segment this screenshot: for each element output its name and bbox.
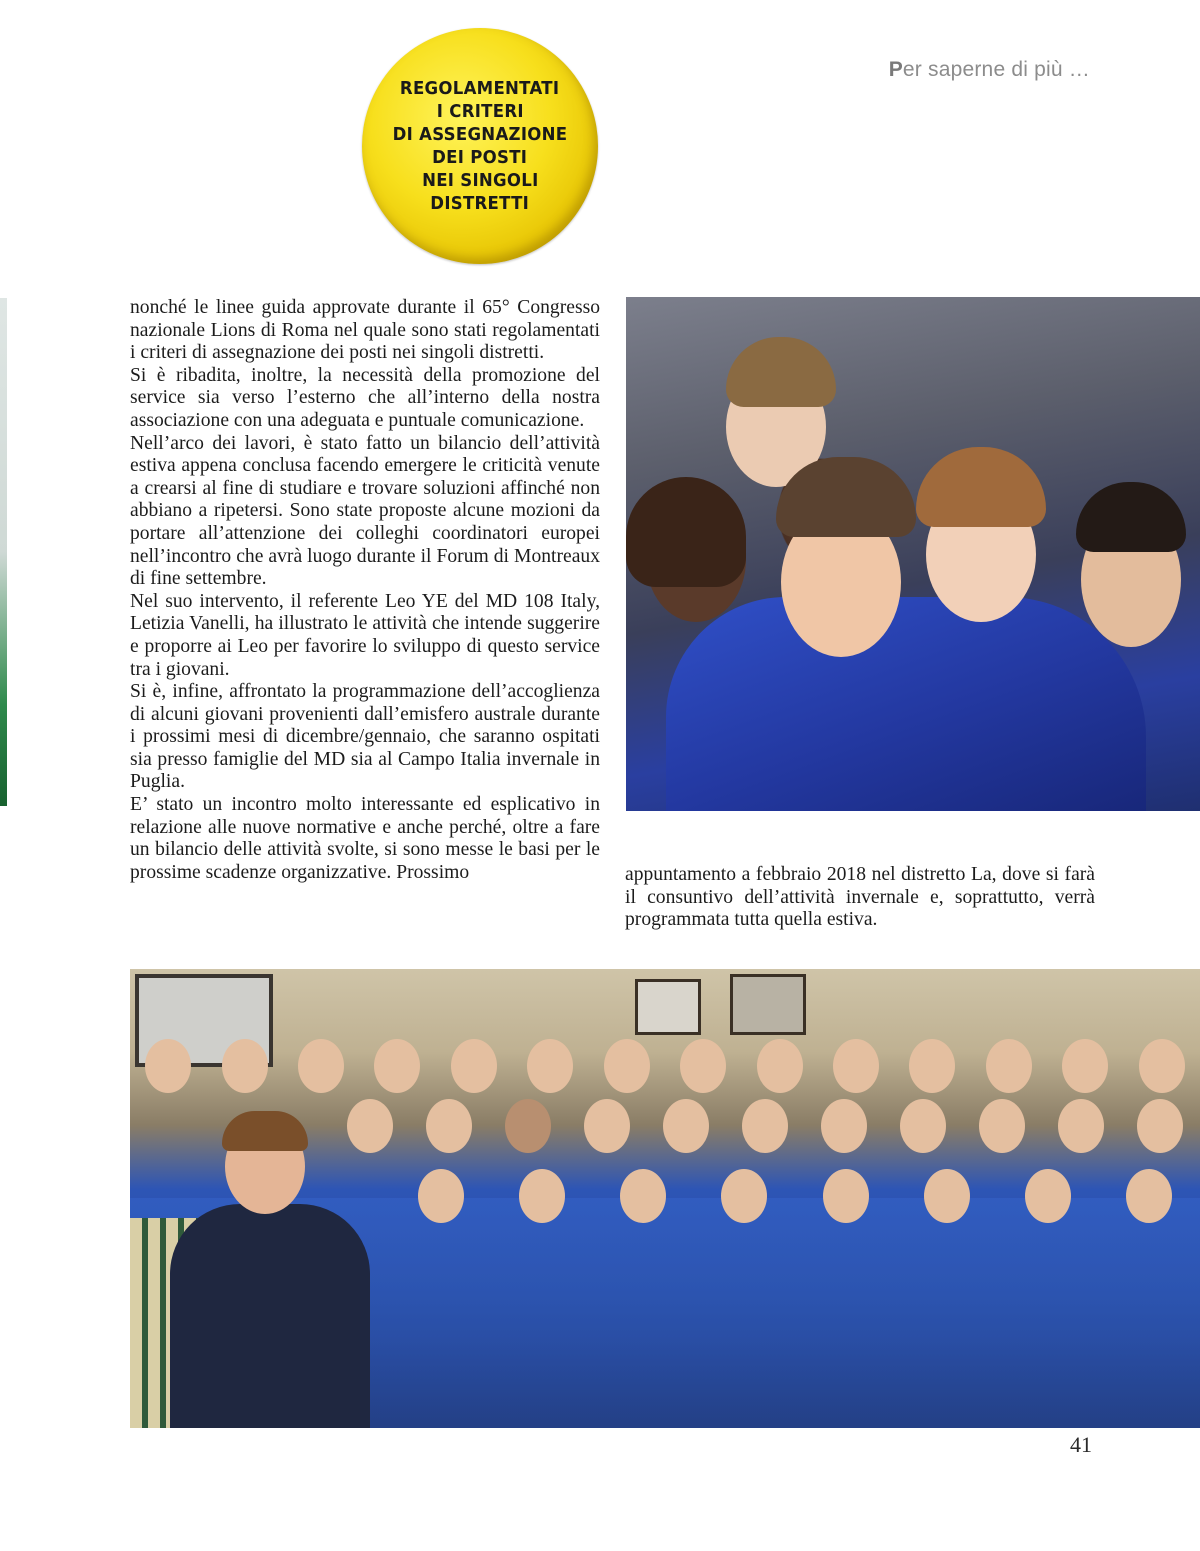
- badge-line: I CRITERI: [436, 101, 524, 122]
- article-paragraph: Si è ribadita, inoltre, la necessità della promozione del service sia verso l’esterno che all’interno della nostra associazione con una adeguata e puntuale comunicazione.: [130, 364, 600, 431]
- article-paragraph: Nell’arco dei lavori, è stato fatto un bilancio dell’attività estiva appena conclusa facendo emergere le criticità venute a crearsi al fine di studiare e trovare soluzioni affinché non abbiano a ripetersi. Sono state proposte alcune mozioni da portare all’attenzione dei colleghi coordinatori europei nell’incontro che avrà luogo durante il Forum di Montreaux di fine settembre.: [130, 432, 600, 590]
- photo-detail: [730, 974, 806, 1035]
- article-paragraph: Nel suo intervento, il referente Leo YE del MD 108 Italy, Letizia Vanelli, ha illustrato le attività che intende suggerire e proporre ai Leo per favorire lo sviluppo di questo service tra i giovani.: [130, 590, 600, 680]
- group-photo: [130, 969, 1200, 1428]
- article-column-left: [130, 297, 600, 884]
- photo-detail: [666, 597, 1146, 811]
- article-paragraph: nonché le linee guida approvate durante il 65° Congresso nazionale Lions di Roma nel quale sono stati regolamentati i criteri di assegnazione dei posti nei singoli distretti.: [130, 297, 600, 364]
- badge-line: REGOLAMENTATI: [400, 78, 560, 99]
- badge-line: DEI POSTI: [432, 147, 528, 168]
- section-header-text: er saperne di più …: [902, 58, 1090, 81]
- article-column-right: [625, 864, 1095, 932]
- headline-badge: [362, 28, 598, 264]
- photo-detail: [726, 337, 836, 407]
- article-paragraph: Si è, infine, affrontato la programmazione dell’accoglienza di alcuni giovani provenienti dall’emisfero australe durante i prossimi mesi di dicembre/gennaio, che saranno ospitati sia presso famiglie del MD sia al Campo Italia invernale in Puglia.: [130, 681, 600, 793]
- photo-detail: [626, 477, 746, 587]
- selfie-photo: [626, 297, 1200, 811]
- badge-line: NEI SINGOLI: [421, 170, 539, 191]
- photo-detail: [916, 447, 1046, 527]
- section-header-initial: P: [888, 58, 903, 81]
- article-paragraph: E’ stato un incontro molto interessante ed esplicativo in relazione alle nuove normative e anche perché, oltre a fare un bilancio delle attività svolte, si sono messe le basi per le prossime scadenze organizzative. Prossimo: [130, 794, 600, 883]
- photo-detail: [170, 1119, 370, 1428]
- badge-line: DISTRETTI: [430, 193, 530, 214]
- photo-detail: [1076, 482, 1186, 552]
- adjacent-page-photo-edge: [0, 298, 7, 806]
- page-number: 41: [1070, 1432, 1092, 1457]
- photo-detail: [130, 1039, 1200, 1093]
- article-paragraph: appuntamento a febbraio 2018 nel distretto La, dove si farà il consuntivo dell’attività invernale e, soprattutto, verrà programmata tutta quella estiva.: [625, 864, 1095, 931]
- photo-detail: [635, 979, 701, 1035]
- section-header: [889, 58, 1090, 82]
- badge-line: DI ASSEGNAZIONE: [392, 124, 568, 145]
